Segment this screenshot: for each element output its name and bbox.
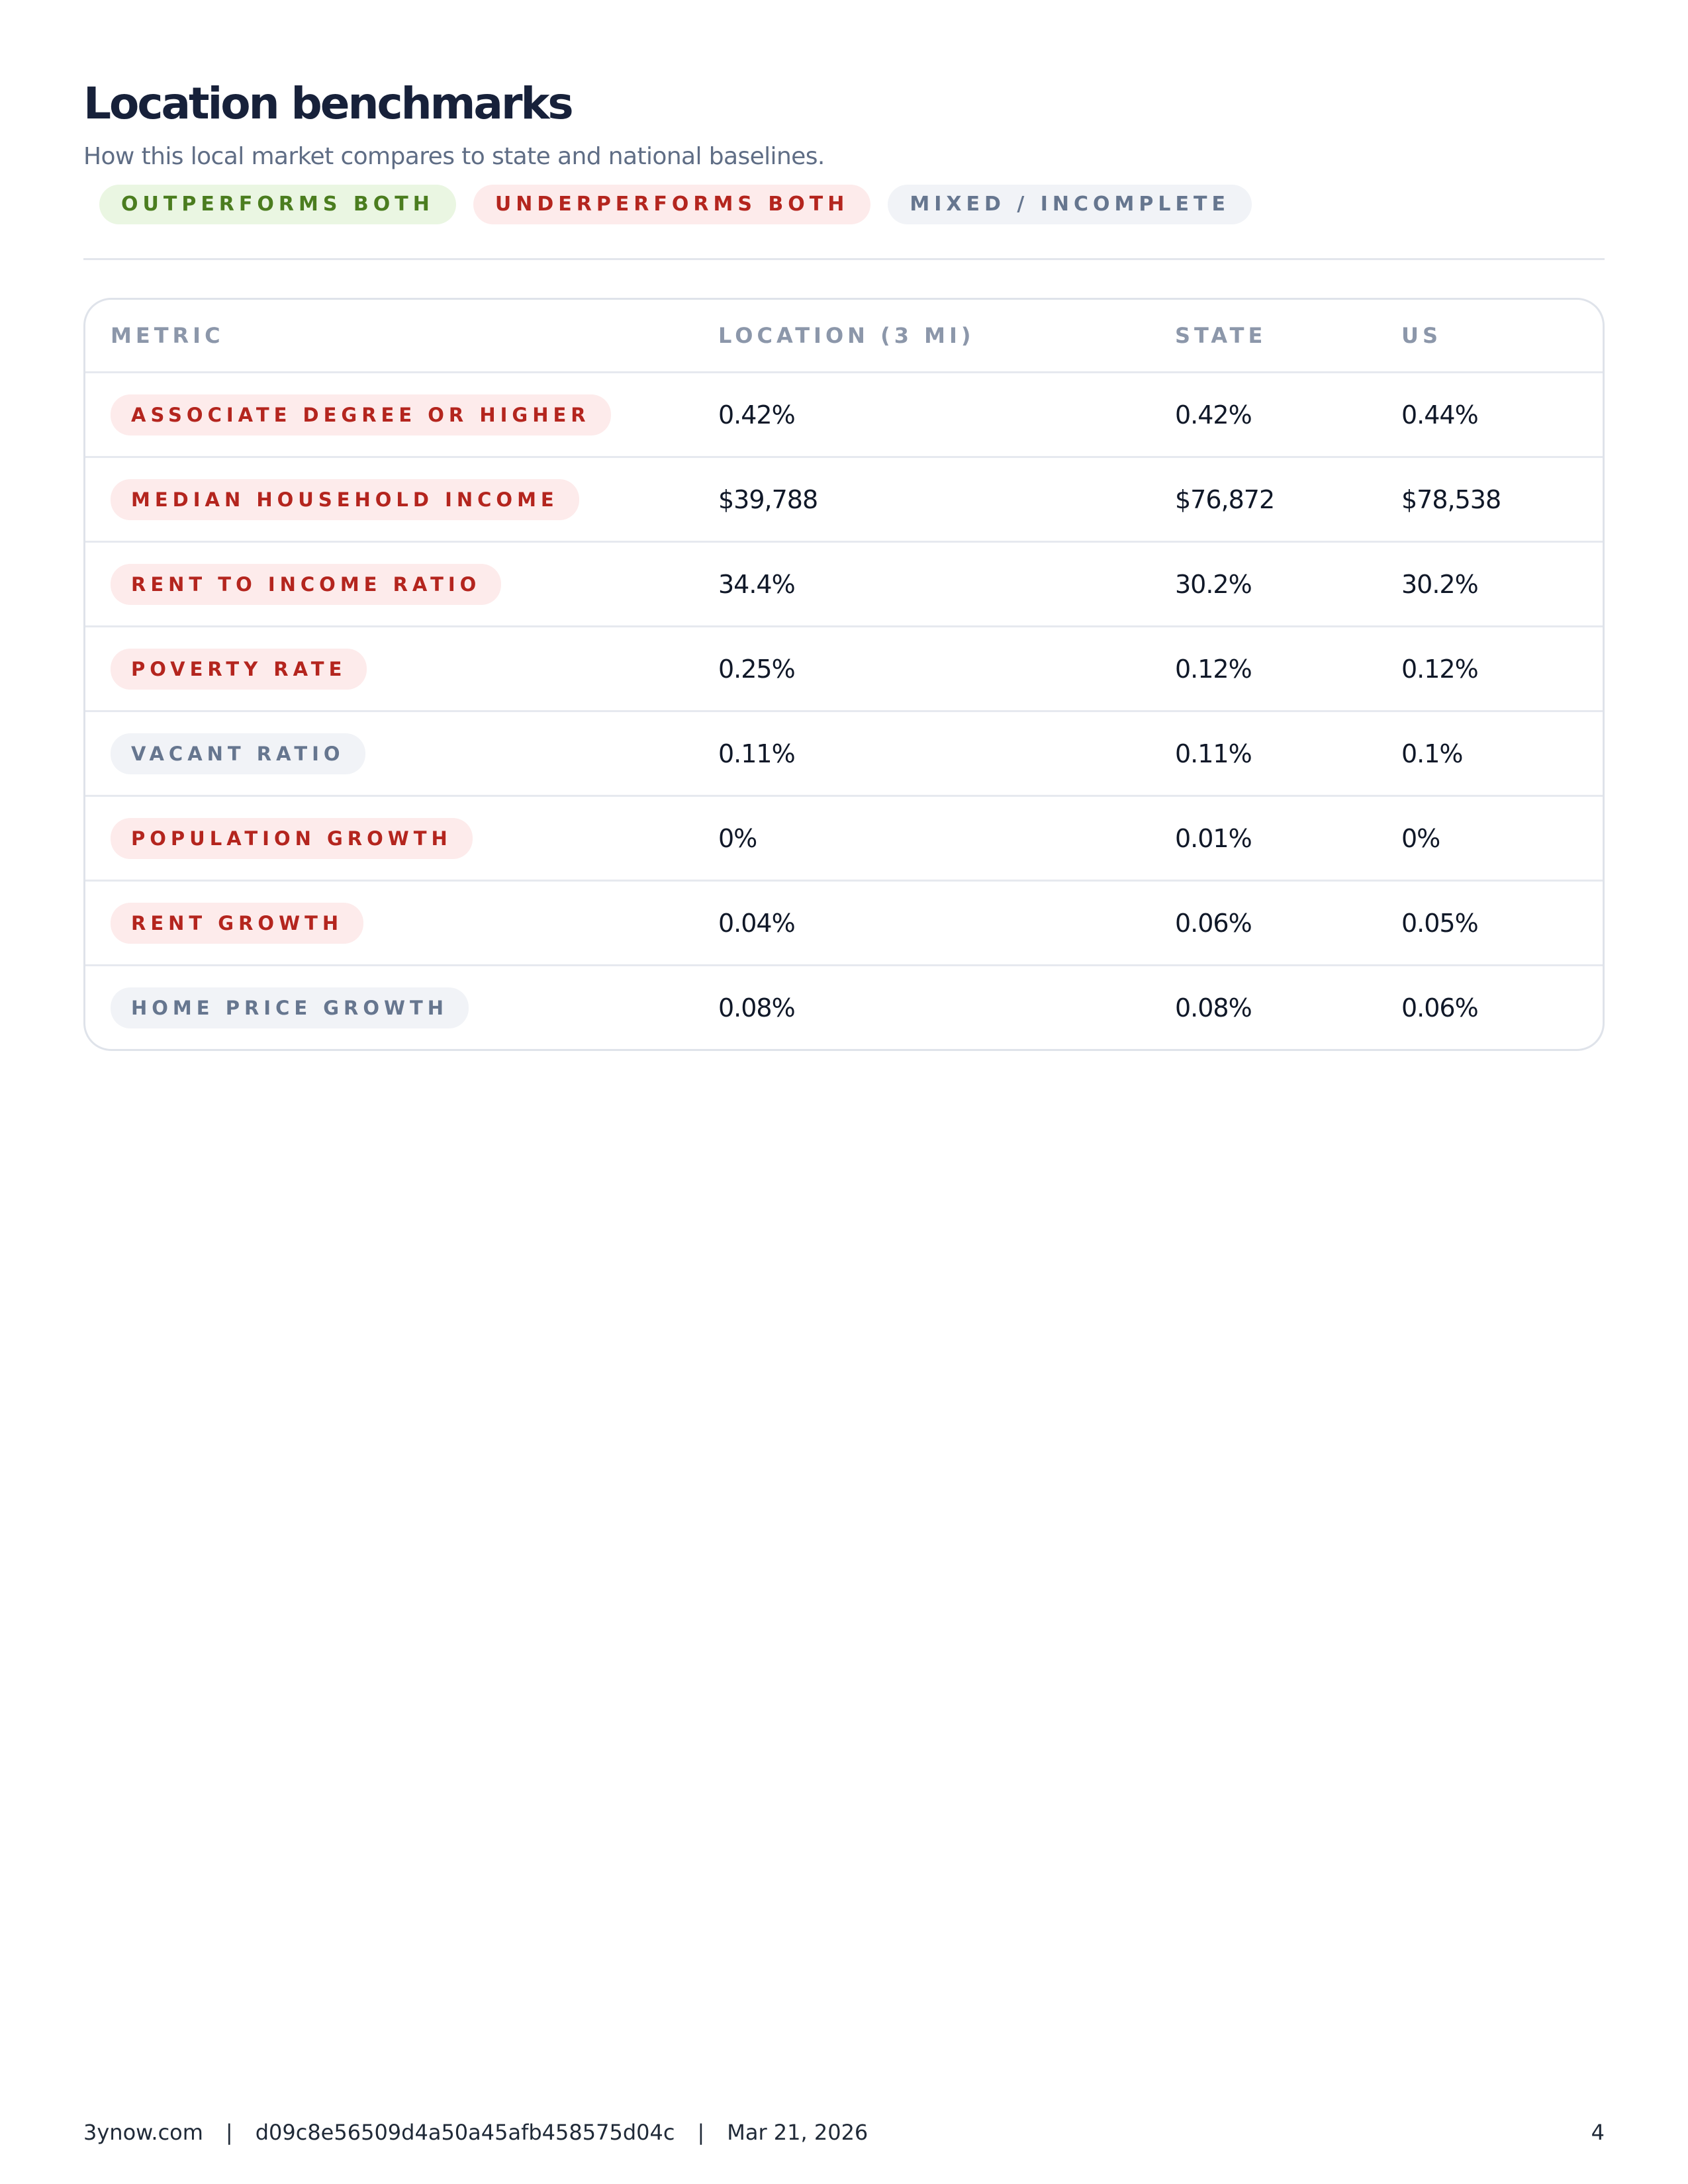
state-value: 30.2% [1150, 542, 1376, 627]
table-row [85, 711, 1603, 796]
metric-badge: HOME PRICE GROWTH [111, 987, 469, 1028]
table-row [85, 966, 1603, 1050]
us-value: 0.44% [1376, 373, 1603, 457]
location-value: 0.08% [718, 993, 795, 1023]
footer-date: Mar 21, 2026 [727, 2120, 868, 2145]
metric-badge: MEDIAN HOUSEHOLD INCOME [111, 479, 579, 520]
state-value: 0.06% [1150, 881, 1376, 966]
column-header-state: STATE [1150, 300, 1376, 373]
us-value: 0.06% [1401, 993, 1478, 1023]
state-value: 0.11% [1150, 711, 1376, 796]
metric-badge: RENT TO INCOME RATIO [111, 564, 501, 605]
page-title: Location benchmarks [83, 78, 572, 129]
column-header-metric: METRIC [85, 300, 693, 373]
metric-badge: ASSOCIATE DEGREE OR HIGHER [111, 394, 611, 435]
us-value: 0.05% [1376, 881, 1603, 966]
table-row [85, 627, 1603, 711]
us-value: $78,538 [1376, 457, 1603, 542]
table-row [85, 457, 1603, 542]
legend [99, 185, 1252, 224]
us-value: 0% [1376, 796, 1603, 881]
location-value: 0.42% [693, 373, 1150, 457]
table-row [85, 881, 1603, 966]
table-row [85, 373, 1603, 457]
us-value: 30.2% [1376, 542, 1603, 627]
page-footer [83, 2118, 1605, 2147]
table-row [85, 542, 1603, 627]
legend-underperforms-badge: UNDERPERFORMS BOTH [473, 185, 871, 224]
location-value: $39,788 [693, 457, 1150, 542]
location-value: 0.25% [693, 627, 1150, 711]
footer-separator: | [697, 2120, 705, 2145]
header-divider [83, 258, 1605, 260]
footer-site: 3ynow.com [83, 2120, 203, 2145]
us-value: 0.12% [1376, 627, 1603, 711]
footer-separator: | [225, 2120, 233, 2145]
metric-badge: RENT GROWTH [111, 903, 363, 944]
location-value: 0.04% [693, 881, 1150, 966]
state-value: 0.08% [1175, 993, 1252, 1023]
metric-badge: POVERTY RATE [111, 649, 367, 690]
table-row [85, 796, 1603, 881]
us-value: 0.1% [1376, 711, 1603, 796]
state-value: $76,872 [1150, 457, 1376, 542]
state-value: 0.01% [1150, 796, 1376, 881]
location-value: 34.4% [693, 542, 1150, 627]
location-value: 0.11% [693, 711, 1150, 796]
column-header-location: LOCATION (3 MI) [693, 300, 1150, 373]
column-header-us: US [1376, 300, 1603, 373]
page-number: 4 [1591, 2120, 1605, 2145]
footer-report-id: d09c8e56509d4a50a45afb458575d04c [255, 2120, 675, 2145]
legend-outperforms-badge: OUTPERFORMS BOTH [99, 185, 456, 224]
legend-mixed-badge: MIXED / INCOMPLETE [888, 185, 1252, 224]
page-subtitle: How this local market compares to state and national baselines. [83, 143, 825, 170]
benchmark-table [85, 300, 1603, 1049]
location-value: 0% [693, 796, 1150, 881]
table-header-row [85, 300, 1603, 373]
state-value: 0.42% [1150, 373, 1376, 457]
state-value: 0.12% [1150, 627, 1376, 711]
metric-badge: POPULATION GROWTH [111, 818, 473, 859]
benchmark-table-card [83, 298, 1605, 1051]
metric-badge: VACANT RATIO [111, 733, 365, 774]
